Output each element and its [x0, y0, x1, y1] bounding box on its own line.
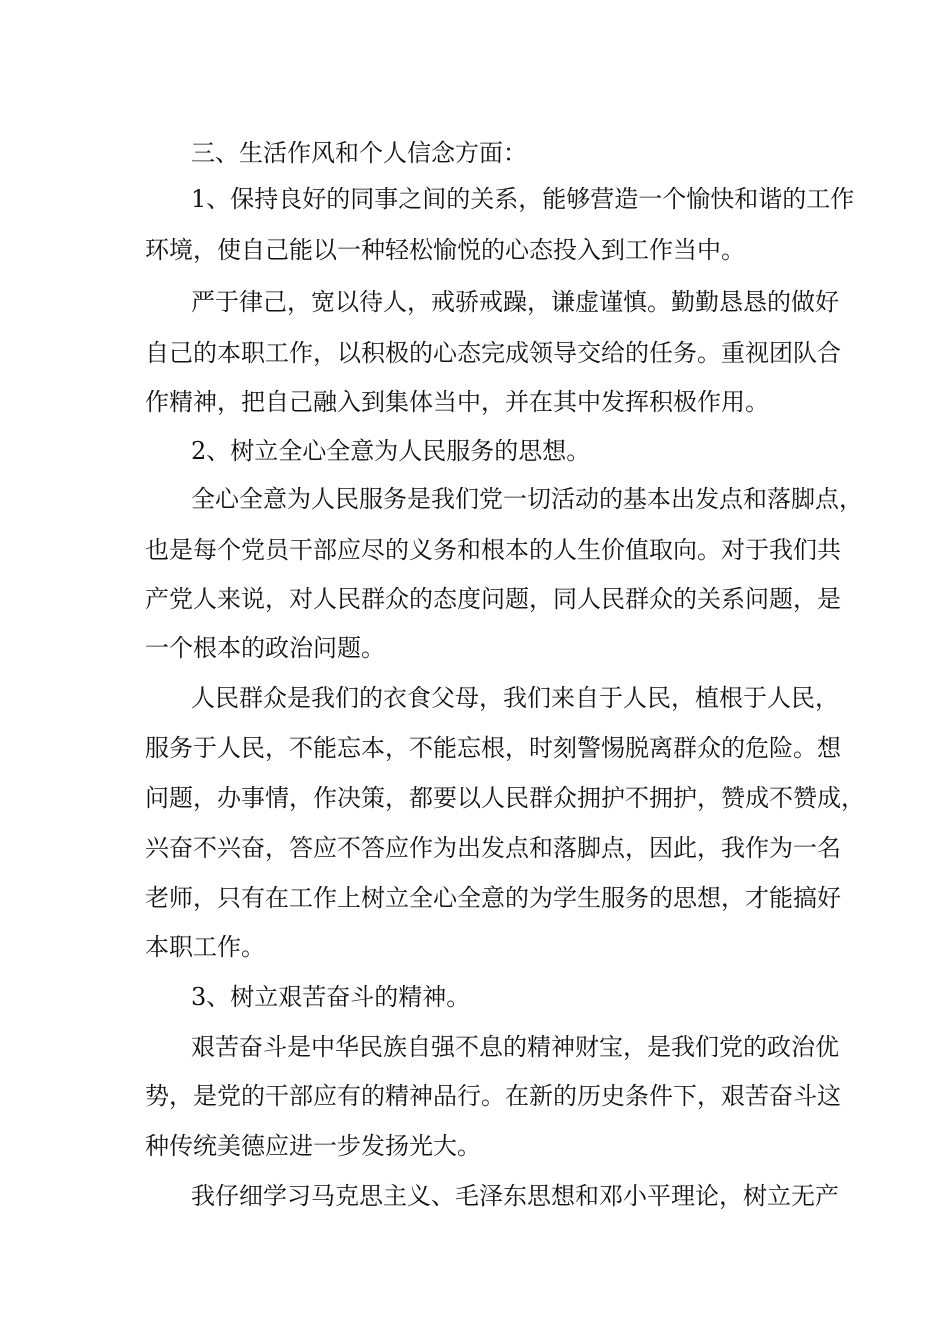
paragraph-line: 3、树立艰苦奋斗的精神。: [191, 983, 471, 1011]
paragraph-line: 本职工作。: [145, 933, 265, 961]
paragraph-line: 问题，办事情，作决策，都要以人民群众拥护不拥护，赞成不赞成，: [145, 784, 865, 812]
paragraph-line: 老师，只有在工作上树立全心全意的为学生服务的思想，才能搞好: [145, 884, 841, 912]
paragraph-line: 服务于人民，不能忘本，不能忘根，时刻警惕脱离群众的危险。想: [145, 734, 841, 762]
paragraph-line: 环境，使自己能以一种轻松愉悦的心态投入到工作当中。: [145, 236, 745, 264]
paragraph-line: 作精神，把自己融入到集体当中，并在其中发挥积极作用。: [145, 388, 769, 416]
paragraph-line: 自己的本职工作，以积极的心态完成领导交给的任务。重视团队合: [145, 339, 841, 367]
paragraph-line: 2、树立全心全意为人民服务的思想。: [191, 437, 591, 465]
paragraph-line: 人民群众是我们的衣食父母，我们来自于人民，植根于人民，: [191, 684, 839, 712]
paragraph-line: 艰苦奋斗是中华民族自强不息的精神财宝，是我们党的政治优: [191, 1033, 839, 1061]
paragraph-line: 产党人来说，对人民群众的态度问题，同人民群众的关系问题，是: [145, 585, 841, 613]
paragraph-line: 一个根本的政治问题。: [145, 634, 385, 662]
paragraph-line: 兴奋不兴奋，答应不答应作为出发点和落脚点，因此，我作为一名: [145, 834, 841, 862]
paragraph-line: 全心全意为人民服务是我们党一切活动的基本出发点和落脚点，: [191, 485, 863, 513]
paragraph-line: 势，是党的干部应有的精神品行。在新的历史条件下，艰苦奋斗这: [145, 1082, 841, 1110]
paragraph-line: 种传统美德应进一步发扬光大。: [145, 1132, 481, 1160]
section-heading: 三、生活作风和个人信念方面：: [191, 139, 527, 167]
paragraph-line: 我仔细学习马克思主义、毛泽东思想和邓小平理论，树立无产: [191, 1182, 839, 1210]
paragraph-line: 也是每个党员干部应尽的义务和根本的人生价值取向。对于我们共: [145, 536, 841, 564]
paragraph-line: 严于律己，宽以待人，戒骄戒躁，谦虚谨慎。勤勤恳恳的做好: [191, 288, 839, 316]
paragraph-line: 1、保持良好的同事之间的关系，能够营造一个愉快和谐的工作: [191, 185, 855, 213]
